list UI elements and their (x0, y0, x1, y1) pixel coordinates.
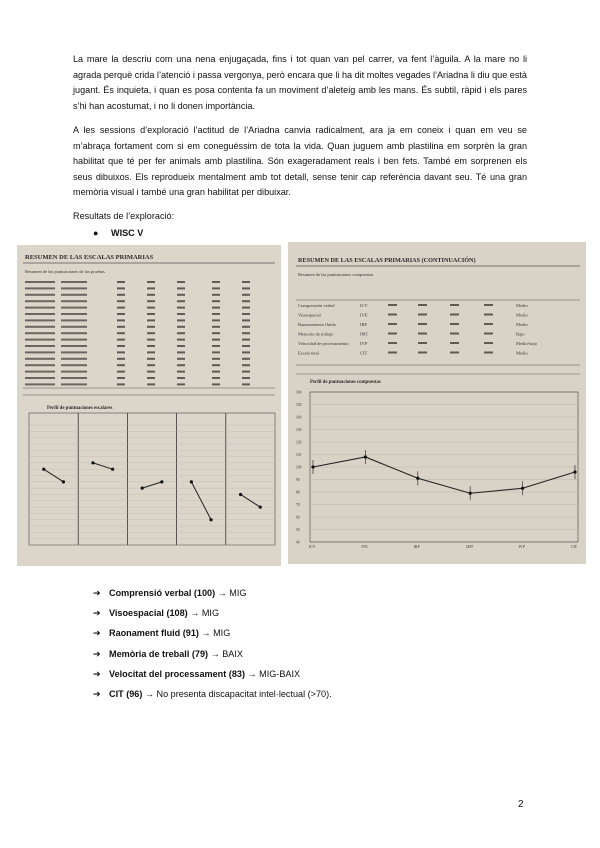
table-scale-name: Comprensión verbal (298, 303, 335, 308)
y-tick-label: 50 (296, 528, 300, 532)
profile-point (160, 480, 163, 483)
left-photo-title: RESUMEN DE LAS ESCALAS PRIMARIAS (25, 254, 154, 261)
table-number-line (117, 300, 125, 302)
table-scale-name: Escala total (298, 350, 319, 356)
table-number-line (418, 333, 427, 335)
y-tick-label: 160 (296, 390, 302, 395)
table-number-line (147, 313, 155, 315)
table-text-line (25, 358, 55, 360)
table-text-line (25, 287, 55, 289)
table-number-line (418, 342, 427, 344)
table-number-line (242, 358, 250, 360)
page-number: 2 (518, 799, 524, 810)
table-number-line (484, 342, 493, 344)
table-text-line (61, 383, 87, 385)
table-classification: Medio (516, 303, 528, 308)
table-number-line (484, 314, 493, 316)
table-number-line (484, 352, 493, 354)
table-text-line (25, 364, 55, 366)
table-number-line (117, 383, 125, 385)
table-number-line (117, 332, 125, 334)
x-tick-label: IMT (466, 545, 474, 549)
photo-scalar-scores (17, 245, 281, 566)
table-number-line (117, 326, 125, 328)
y-tick-label: 90 (296, 478, 300, 482)
table-number-line (117, 313, 125, 315)
score-value: (96) (126, 688, 143, 699)
table-number-line (117, 371, 125, 373)
table-number-line (177, 281, 185, 283)
table-number-line (212, 332, 220, 334)
table-text-line (61, 345, 87, 347)
profile-point (111, 468, 114, 471)
table-text-line (61, 326, 87, 328)
table-number-line (147, 319, 155, 321)
right-profile-title: Perfil de puntuaciones compuestas (310, 380, 381, 385)
table-number-line (177, 319, 185, 321)
wisc-bullet-item (93, 228, 143, 238)
table-number-line (388, 304, 397, 306)
table-classification: Bajo (516, 331, 525, 337)
table-number-line (242, 326, 250, 328)
table-number-line (117, 319, 125, 321)
table-number-line (450, 323, 459, 325)
table-text-line (61, 307, 87, 309)
results-heading: Resultats de l’exploració: (73, 211, 175, 221)
table-number-line (177, 371, 185, 373)
table-number-line (147, 307, 155, 309)
table-number-line (147, 371, 155, 373)
table-number-line (212, 345, 220, 347)
table-number-line (242, 371, 250, 373)
table-text-line (25, 332, 55, 334)
score-value: (108) (166, 608, 188, 619)
arrow-icon: ➔ (93, 608, 101, 619)
table-number-line (177, 351, 185, 353)
table-number-line (177, 332, 185, 334)
table-number-line (177, 326, 185, 328)
table-number-line (418, 323, 427, 325)
table-number-line (242, 345, 250, 347)
profile-point (91, 461, 94, 464)
score-item-verbal (93, 583, 332, 603)
table-number-line (147, 364, 155, 366)
table-scale-name: Velocidad de procesamiento (298, 341, 349, 346)
score-item-cit (93, 684, 332, 704)
table-text-line (25, 377, 55, 379)
table-number-line (450, 304, 459, 306)
table-number-line (242, 339, 250, 341)
table-number-line (242, 287, 250, 289)
table-number-line (242, 281, 250, 283)
table-number-line (177, 383, 185, 385)
score-value: (91) (182, 628, 199, 639)
table-number-line (117, 339, 125, 341)
table-number-line (450, 314, 459, 316)
y-tick-label: 120 (296, 440, 302, 445)
table-scale-code: CIT (360, 350, 368, 356)
score-result: → No presenta discapacitat intel·lectual (>70). (144, 688, 332, 699)
score-result: → MIG (190, 608, 220, 619)
bullet-icon: ● (93, 228, 99, 238)
score-value: (100) (193, 588, 216, 598)
table-number-line (450, 342, 459, 344)
table-number-line (388, 342, 397, 344)
arrow-icon: ➔ (93, 648, 101, 659)
table-number-line (242, 319, 250, 321)
table-number-line (117, 294, 125, 296)
table-text-line (61, 364, 87, 366)
table-text-line (25, 383, 55, 385)
x-tick-label: IVE (361, 545, 368, 549)
table-number-line (177, 307, 185, 309)
table-number-line (147, 351, 155, 353)
table-text-line (61, 294, 87, 296)
table-number-line (177, 313, 185, 315)
table-number-line (177, 300, 185, 302)
table-number-line (177, 377, 185, 379)
table-number-line (212, 326, 220, 328)
arrow-icon: ➔ (93, 628, 101, 639)
table-text-line (61, 332, 87, 334)
score-name: Velocitat del processament (109, 668, 227, 679)
table-number-line (177, 294, 185, 296)
x-tick-label: IVP (518, 545, 525, 549)
profile-point (42, 468, 45, 471)
table-text-line (25, 339, 55, 341)
table-number-line (117, 287, 125, 289)
table-classification: Medio-bajo (516, 341, 537, 346)
table-number-line (117, 351, 125, 353)
right-photo-subtitle: Resumen de las puntuaciones compuestas (298, 272, 374, 277)
table-number-line (242, 351, 250, 353)
table-number-line (117, 377, 125, 379)
score-item-processing-speed (93, 664, 332, 684)
composite-point (416, 477, 419, 480)
table-number-line (212, 364, 220, 366)
y-tick-label: 150 (296, 403, 302, 407)
table-number-line (177, 339, 185, 341)
table-number-line (388, 352, 397, 354)
y-tick-label: 40 (296, 540, 300, 545)
score-name: Comprensió verbal (109, 588, 192, 598)
table-scale-code: IRF (360, 322, 368, 327)
score-result: → MIG-BAIX (247, 668, 301, 679)
table-text-line (25, 294, 55, 296)
table-number-line (450, 352, 459, 354)
table-scale-name: Visoespacial (298, 312, 321, 318)
table-text-line (61, 371, 87, 373)
table-number-line (147, 358, 155, 360)
composite-point (311, 465, 314, 468)
table-scale-code: IMT (360, 331, 369, 337)
table-classification: Medio (516, 322, 528, 327)
table-number-line (484, 323, 493, 325)
table-number-line (242, 307, 250, 309)
table-number-line (388, 323, 397, 325)
table-number-line (117, 307, 125, 309)
table-number-line (147, 287, 155, 289)
table-scale-code: IVP (360, 341, 368, 346)
x-tick-label: ICV (309, 545, 316, 549)
score-result: → BAIX (210, 648, 243, 659)
profile-point (239, 493, 242, 496)
table-number-line (177, 287, 185, 289)
table-number-line (212, 313, 220, 315)
table-text-line (61, 281, 87, 283)
table-number-line (212, 339, 220, 341)
y-tick-label: 80 (296, 490, 300, 495)
table-number-line (177, 358, 185, 360)
score-value: (83) (228, 668, 245, 679)
table-text-line (25, 307, 55, 309)
table-number-line (117, 364, 125, 366)
table-number-line (147, 294, 155, 296)
table-number-line (147, 300, 155, 302)
table-text-line (25, 300, 55, 302)
left-photo-subtitle: Resumen de las puntuaciones de las pruebas (25, 269, 105, 274)
score-item-visual-spatial (93, 603, 332, 623)
table-number-line (212, 371, 220, 373)
left-profile-title: Perfil de puntuaciones escalares (47, 406, 113, 411)
table-text-line (25, 345, 55, 347)
photo-composite-scores (288, 242, 586, 564)
profile-point (62, 480, 65, 483)
table-text-line (61, 351, 87, 353)
table-scale-code: ICV (360, 303, 368, 308)
table-number-line (212, 358, 220, 360)
profile-point (190, 480, 193, 483)
table-number-line (212, 300, 220, 302)
profile-point (209, 518, 212, 521)
composite-point (469, 492, 472, 495)
x-tick-label: CIT (571, 545, 578, 549)
composite-point (364, 455, 367, 458)
profile-point (259, 506, 262, 509)
table-number-line (212, 377, 220, 379)
table-number-line (242, 294, 250, 296)
table-number-line (147, 345, 155, 347)
score-name: Memòria de treball (109, 648, 190, 659)
table-number-line (242, 383, 250, 385)
table-text-line (25, 351, 55, 353)
table-text-line (61, 300, 87, 302)
table-number-line (242, 332, 250, 334)
table-number-line (242, 313, 250, 315)
table-classification: Medio (516, 350, 528, 356)
table-text-line (61, 358, 87, 360)
table-number-line (147, 281, 155, 283)
table-text-line (25, 313, 55, 315)
y-tick-label: 140 (296, 415, 302, 420)
table-text-line (25, 281, 55, 283)
table-text-line (25, 319, 55, 321)
table-number-line (484, 304, 493, 306)
score-result: → MIG (217, 588, 247, 598)
table-number-line (418, 352, 427, 354)
score-item-fluid-reasoning (93, 623, 332, 643)
table-number-line (242, 377, 250, 379)
score-list (93, 583, 332, 704)
table-number-line (212, 294, 220, 296)
y-tick-label: 70 (296, 503, 300, 507)
table-number-line (117, 358, 125, 360)
table-number-line (147, 339, 155, 341)
table-text-line (61, 319, 87, 321)
score-item-working-memory (93, 644, 332, 664)
table-scale-name: Memoria de trabajo (298, 331, 334, 337)
right-photo-title: RESUMEN DE LAS ESCALAS PRIMARIAS (CONTINUACIÓN) (298, 257, 476, 264)
profile-point (141, 487, 144, 490)
table-number-line (147, 383, 155, 385)
table-classification: Medio (516, 312, 528, 318)
table-number-line (242, 300, 250, 302)
arrow-icon: ➔ (93, 588, 101, 598)
table-number-line (212, 383, 220, 385)
table-number-line (484, 333, 493, 335)
table-number-line (418, 304, 427, 306)
y-tick-label: 100 (296, 465, 302, 470)
x-tick-label: IRF (413, 545, 420, 549)
scalar-scores-sheet (17, 245, 281, 566)
table-number-line (388, 314, 397, 316)
table-text-line (25, 326, 55, 328)
paragraph-mother-description: La mare la descriu com una nena enjugaçada, fins i tot quan van pel carrer, va fent l’àguila. A la mare no li agrada perquè crida l’atenció i passa vergonya, però encara que li ha dit moltes vegades l’Ariadna li diu que està jugant. És inquieta, i quan es posa contenta fa un moviment d’aleteig amb les mans. És subtil, ràpid i els pares s’hi han acostumat, i no li donen importància. (73, 54, 527, 111)
table-scale-code: IVE (360, 312, 368, 318)
table-number-line (418, 314, 427, 316)
paragraph-exploration-sessions: A les sessions d’exploració l’actitud de l’Ariadna canvia radicalment, ara ja em coneix i quan em veu se m’abraça fortament com si em coneguéssim de tota la vida. Quan juguem amb plastilina em sorprèn la gran habilitat que té per fer animals amb plastilina. Són exageradament reals i ben fets. També em sorprenen els seus dibuixos. Els reprodueix mentalment amb tot detall, sense tenir cap referència davant seu. Té una gran memòria visual i també una gran habilitat per dibuixar. (73, 125, 527, 198)
table-scale-name: Razonamiento fluido (298, 322, 336, 327)
table-number-line (212, 287, 220, 289)
score-name: CIT (109, 688, 124, 699)
score-name: Raonament fluid (109, 628, 181, 639)
table-number-line (147, 326, 155, 328)
table-text-line (61, 339, 87, 341)
score-value: (79) (191, 648, 209, 659)
table-text-line (61, 377, 87, 379)
composite-scores-sheet (288, 242, 586, 564)
table-number-line (177, 345, 185, 347)
table-number-line (212, 319, 220, 321)
arrow-icon: ➔ (93, 668, 101, 679)
table-number-line (212, 281, 220, 283)
y-tick-label: 130 (296, 428, 302, 432)
wisc-label: WISC V (111, 228, 144, 238)
table-text-line (61, 313, 87, 315)
table-text-line (25, 371, 55, 373)
y-tick-label: 60 (296, 515, 300, 520)
y-tick-label: 110 (296, 453, 302, 457)
table-number-line (212, 307, 220, 309)
composite-point (521, 487, 524, 490)
table-text-line (61, 287, 87, 289)
table-number-line (147, 332, 155, 334)
table-number-line (242, 364, 250, 366)
score-name: Visoespacial (109, 608, 164, 619)
arrow-icon: ➔ (93, 688, 101, 699)
score-result: → MIG (201, 628, 231, 639)
table-number-line (388, 333, 397, 335)
table-number-line (450, 333, 459, 335)
table-number-line (147, 377, 155, 379)
table-number-line (212, 351, 220, 353)
table-number-line (117, 345, 125, 347)
table-number-line (177, 364, 185, 366)
table-number-line (117, 281, 125, 283)
composite-point (573, 470, 576, 473)
